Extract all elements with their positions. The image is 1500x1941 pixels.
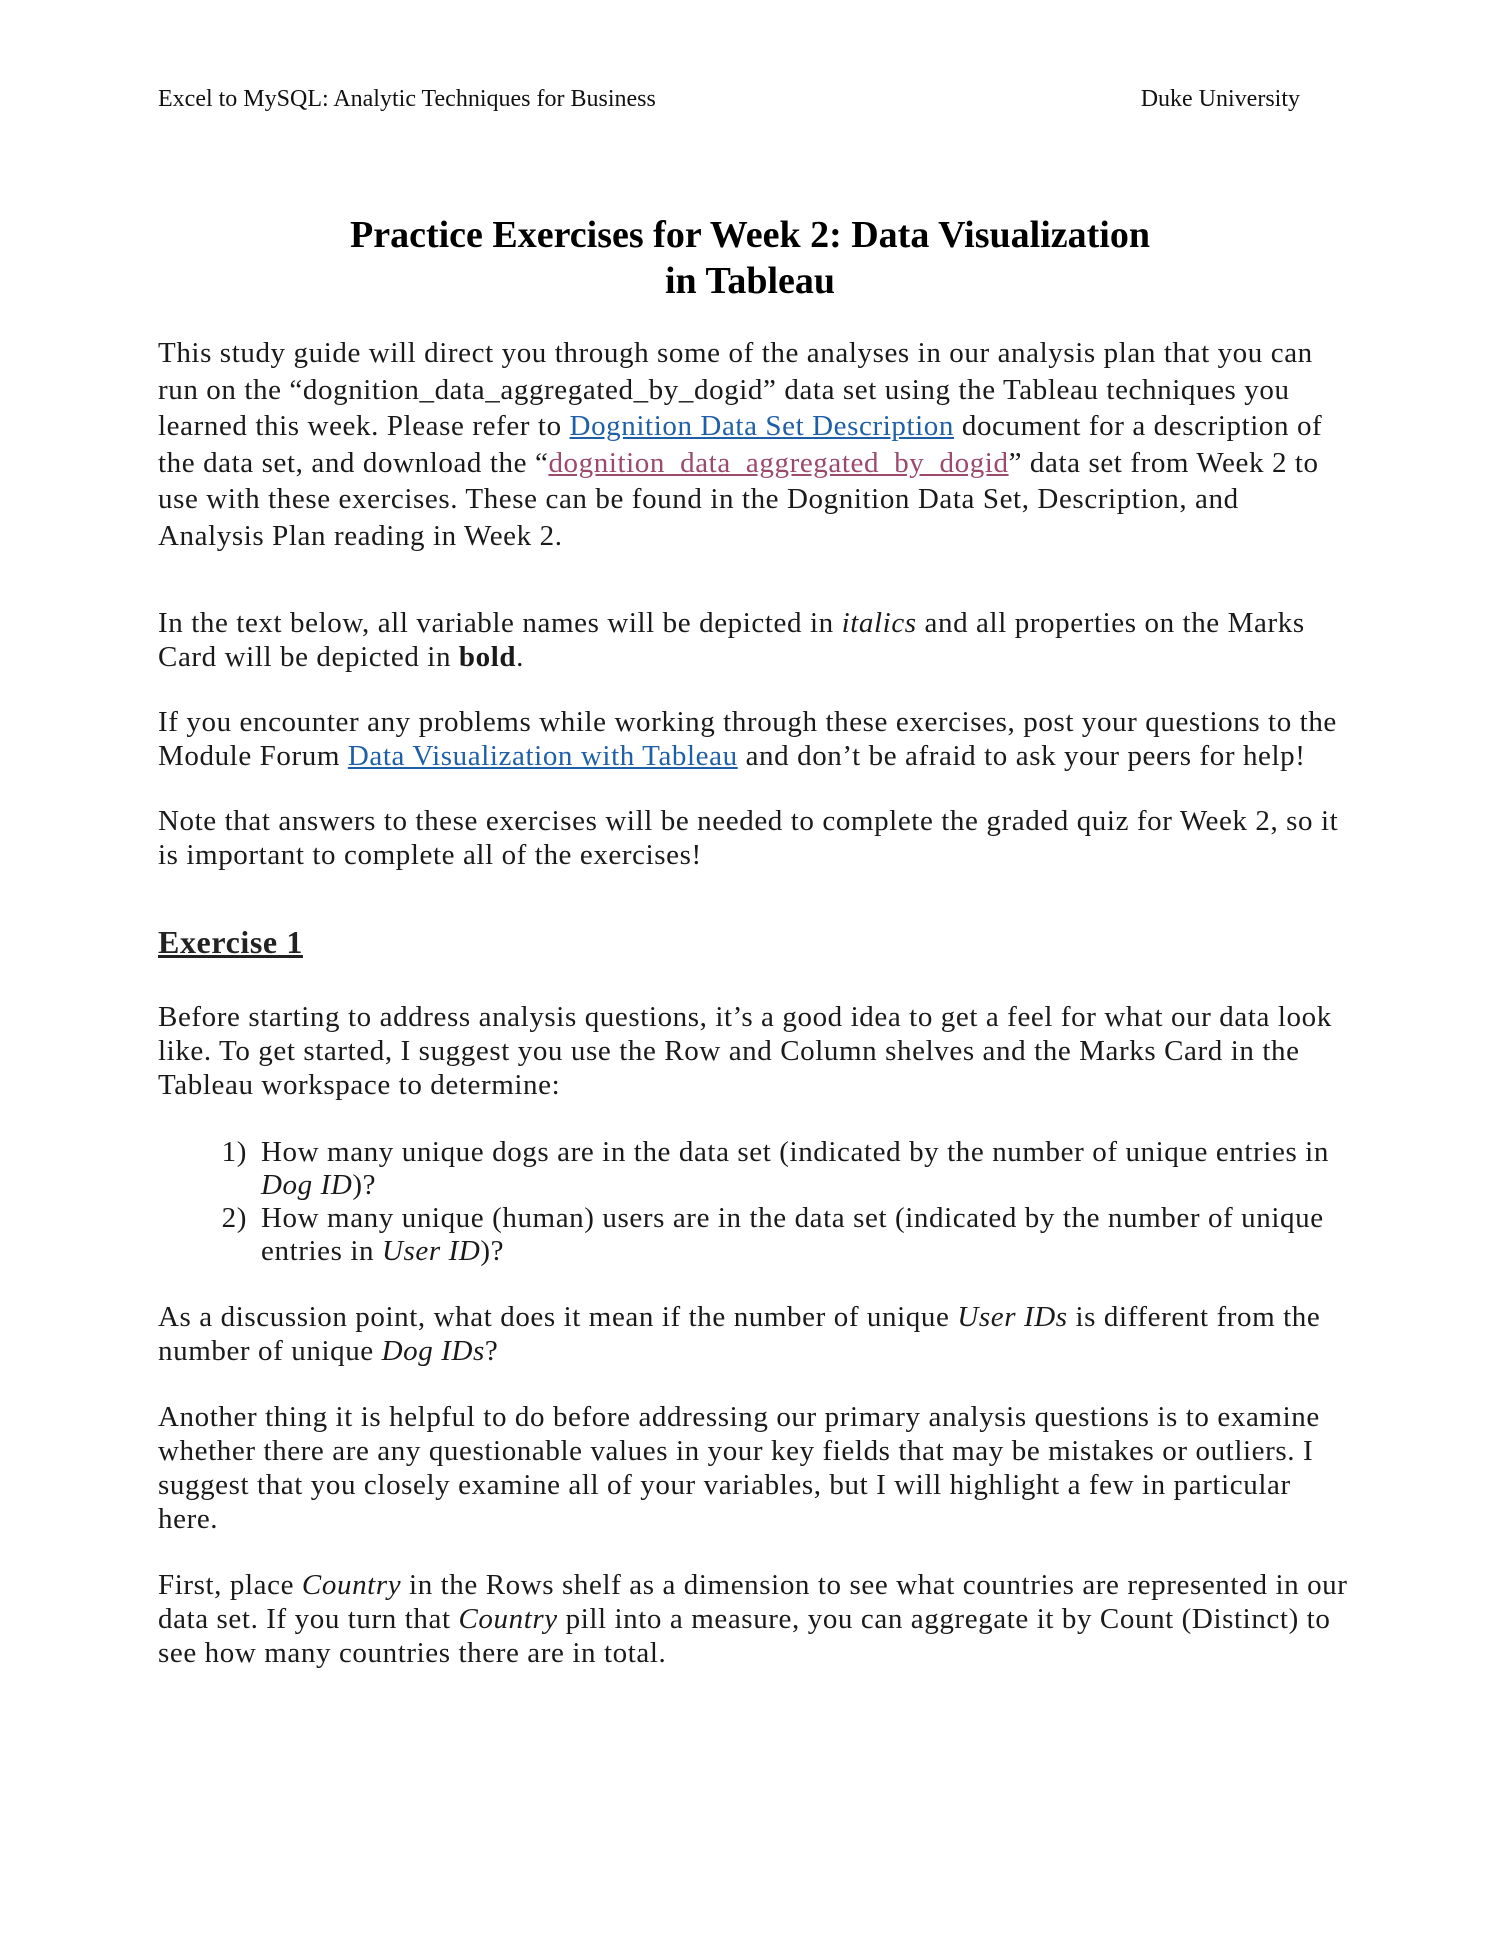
intro-text-1: This study guide will direct you through some of the analyses in our analysis plan that you can run on the “dognition_data_aggregated_by_dogid” data set using the Tableau techniques you learned this week. Please refer to bbox=[158, 337, 1313, 442]
question-2-text-b: )? bbox=[480, 1235, 505, 1267]
italics-example: italics bbox=[841, 607, 917, 639]
discussion-text-2: is different from the number of unique bbox=[158, 1301, 1321, 1367]
country-variable-2: Country bbox=[458, 1603, 558, 1635]
dataset-description-link[interactable]: Dognition Data Set Description bbox=[569, 410, 954, 442]
country-text-2: in the Rows shelf as a dimension to see what countries are represented in our data set. If you turn that bbox=[158, 1569, 1348, 1635]
dataset-download-link[interactable]: dognition_data_aggregated_by_dogid bbox=[548, 446, 1009, 479]
question-1-variable: Dog ID bbox=[261, 1169, 353, 1201]
question-1-text-a: How many unique dogs are in the data set (indicated by the number of unique entries in bbox=[261, 1136, 1329, 1168]
outliers-paragraph: Another thing it is helpful to do before addressing our primary analysis questions is to examine whether there are any questionable values in your key fields that may be mistakes or outliers. I suggest that you closely examine all of your variables, but I will highlight a few in particular here. bbox=[158, 1401, 1320, 1535]
module-forum-link[interactable]: Data Visualization with Tableau bbox=[347, 740, 738, 772]
country-text-3: pill into a measure, you can aggregate it by Count (Distinct) to see how many countries there are in total. bbox=[158, 1603, 1331, 1669]
question-2-text-a: How many unique (human) users are in the data set (indicated by the number of unique entries in bbox=[261, 1202, 1324, 1267]
discussion-variable-2: Dog IDs bbox=[381, 1335, 485, 1367]
list-item bbox=[158, 1202, 1348, 1268]
discussion-text-3: ? bbox=[484, 1335, 499, 1367]
question-number: 1) bbox=[221, 1136, 247, 1168]
question-list bbox=[158, 1136, 1348, 1268]
question-2-variable: User ID bbox=[381, 1235, 481, 1267]
help-paragraph bbox=[158, 705, 1348, 773]
help-text-1: If you encounter any problems while working through these exercises, post your questions to the Module Forum bbox=[158, 706, 1337, 772]
document-body bbox=[158, 335, 1348, 1670]
help-text-2: and don’t be afraid to ask your peers for help! bbox=[737, 740, 1306, 772]
discussion-variable-1: User IDs bbox=[957, 1301, 1068, 1333]
conventions-text-2: and all properties on the Marks Card will be depicted in bbox=[158, 607, 1305, 673]
conventions-paragraph bbox=[158, 606, 1348, 674]
country-paragraph bbox=[158, 1568, 1348, 1670]
intro-paragraph bbox=[158, 335, 1348, 554]
question-1-text-b: )? bbox=[352, 1169, 377, 1201]
country-text-1: First, place bbox=[158, 1569, 302, 1601]
exercise-1-intro: Before starting to address analysis questions, it’s a good idea to get a feel for what our data look like. To get started, I suggest you use the Row and Column shelves and the Marks Card in the Tableau workspace to determine: bbox=[158, 1001, 1332, 1101]
discussion-text-1: As a discussion point, what does it mean if the number of unique bbox=[158, 1301, 958, 1333]
conventions-text-1: In the text below, all variable names will be depicted in bbox=[158, 607, 842, 639]
conventions-text-3: . bbox=[516, 641, 524, 673]
bold-example: bold bbox=[458, 641, 517, 673]
intro-text-2: document for a description of the data set, and download the “ bbox=[158, 410, 1323, 479]
institution-name: Duke University bbox=[1140, 86, 1300, 112]
question-text bbox=[261, 1202, 1348, 1268]
title-line-1: Practice Exercises for Week 2: Data Visualization bbox=[350, 214, 1150, 256]
title-line-2: in Tableau bbox=[664, 260, 836, 302]
page-title bbox=[0, 212, 1500, 304]
running-header bbox=[158, 86, 1300, 113]
note-paragraph: Note that answers to these exercises will be needed to complete the graded quiz for Week 2, so it is important to complete all of the exercises! bbox=[158, 805, 1339, 871]
intro-text-3: ” data set from Week 2 to use with these exercises. These can be found in the Dognition Data Set, Description, and Analysis Plan reading in Week 2. bbox=[158, 446, 1319, 552]
question-number: 2) bbox=[221, 1202, 247, 1234]
discussion-paragraph bbox=[158, 1300, 1348, 1368]
question-text bbox=[261, 1136, 1348, 1202]
country-variable-1: Country bbox=[301, 1569, 402, 1601]
exercise-1-heading: Exercise 1 bbox=[158, 924, 303, 960]
list-item bbox=[158, 1136, 1348, 1202]
course-title: Excel to MySQL: Analytic Techniques for Business bbox=[158, 86, 656, 112]
